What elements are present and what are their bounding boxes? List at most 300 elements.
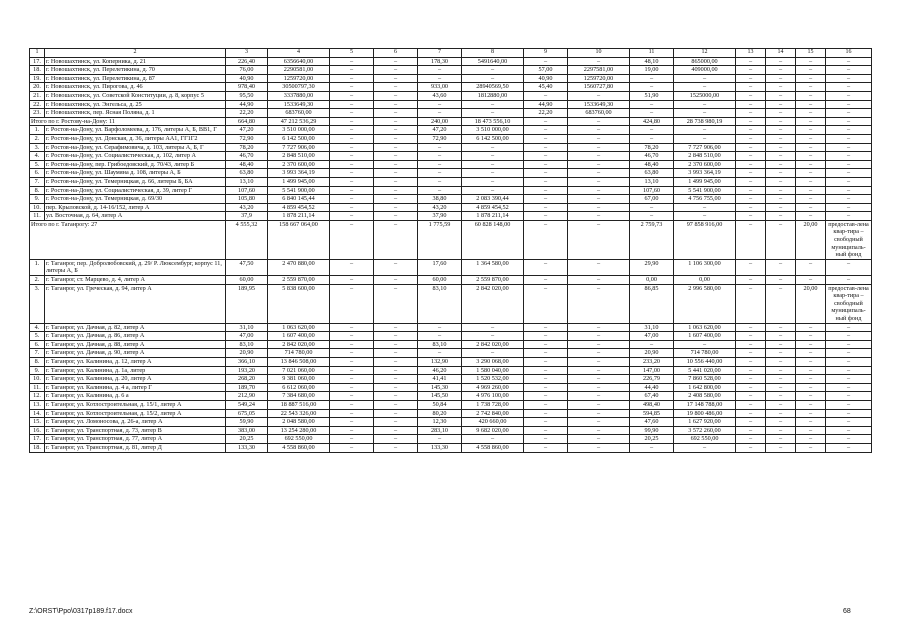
table-cell: – bbox=[796, 212, 826, 221]
address-cell: г. Таганрог, ул. Транспортная, д. 81, литер Д bbox=[45, 443, 226, 452]
table-cell: – bbox=[826, 177, 872, 186]
table-cell: 97 858 916,00 bbox=[674, 220, 736, 259]
table-cell: – bbox=[524, 169, 568, 178]
address-cell: г. Таганрог, ул. Дачная, д. 88, литер А bbox=[45, 340, 226, 349]
table-cell: – bbox=[826, 186, 872, 195]
address-cell: г. Новошахтинск, ул. Энгельса, д. 25 bbox=[45, 100, 226, 109]
table-cell: 60,00 bbox=[226, 276, 268, 285]
table-cell: 17,60 bbox=[418, 259, 462, 275]
table-cell: – bbox=[766, 152, 796, 161]
subtotal-row bbox=[30, 117, 872, 126]
table-row bbox=[30, 443, 872, 452]
table-cell: – bbox=[826, 134, 872, 143]
table-cell: – bbox=[330, 323, 374, 332]
table-cell: – bbox=[330, 332, 374, 341]
table-cell: 0,00 bbox=[630, 276, 674, 285]
table-cell: – bbox=[766, 220, 796, 259]
table-cell: – bbox=[524, 323, 568, 332]
table-cell: 47 212 536,29 bbox=[268, 117, 330, 126]
table-cell: – bbox=[736, 126, 766, 135]
table-cell: – bbox=[524, 177, 568, 186]
table-cell: – bbox=[568, 357, 630, 366]
table-cell: 189,70 bbox=[226, 383, 268, 392]
table-cell: – bbox=[330, 169, 374, 178]
table-cell: – bbox=[374, 332, 418, 341]
table-cell: 48,40 bbox=[226, 160, 268, 169]
table-cell: 46,70 bbox=[226, 152, 268, 161]
table-row bbox=[30, 134, 872, 143]
table-cell: – bbox=[674, 83, 736, 92]
table-cell: 498,40 bbox=[630, 400, 674, 409]
table-cell: – bbox=[524, 400, 568, 409]
table-cell: – bbox=[330, 349, 374, 358]
table-cell: – bbox=[766, 203, 796, 212]
table-cell: – bbox=[330, 259, 374, 275]
table-cell: – bbox=[568, 220, 630, 259]
subtotal-label: Итого по г. Таганрогу: 27 bbox=[30, 220, 226, 259]
table-cell: – bbox=[330, 186, 374, 195]
address-cell: г. Новошахтинск, ул. Перелетикина, д. 70 bbox=[45, 66, 226, 75]
table-cell: 46,20 bbox=[418, 366, 462, 375]
table-cell: – bbox=[736, 57, 766, 66]
table-row bbox=[30, 152, 872, 161]
table-cell: 978,40 bbox=[226, 83, 268, 92]
table-cell: – bbox=[736, 357, 766, 366]
table-cell: – bbox=[568, 91, 630, 100]
table-cell: – bbox=[330, 400, 374, 409]
table-cell: – bbox=[374, 349, 418, 358]
table-row bbox=[30, 323, 872, 332]
table-row bbox=[30, 426, 872, 435]
table-cell: – bbox=[826, 152, 872, 161]
column-number: 16 bbox=[826, 49, 872, 58]
address-cell: г. Таганрог, ст. Марцево, д. 4, литер А bbox=[45, 276, 226, 285]
table-cell: – bbox=[568, 195, 630, 204]
table-cell: – bbox=[736, 169, 766, 178]
table-cell: 47,50 bbox=[226, 259, 268, 275]
table-cell: – bbox=[736, 143, 766, 152]
table-cell: – bbox=[736, 203, 766, 212]
table-cell: – bbox=[374, 259, 418, 275]
table-cell: – bbox=[568, 152, 630, 161]
table-cell: – bbox=[796, 357, 826, 366]
row-number: 22. bbox=[30, 100, 45, 109]
table-cell: – bbox=[524, 426, 568, 435]
row-number: 11. bbox=[30, 212, 45, 221]
table-cell: – bbox=[374, 186, 418, 195]
table-row bbox=[30, 126, 872, 135]
table-cell: 2 842 020,00 bbox=[462, 284, 524, 323]
table-cell: – bbox=[736, 177, 766, 186]
table-cell: – bbox=[766, 117, 796, 126]
table-cell: – bbox=[826, 117, 872, 126]
table-cell: 714 780,00 bbox=[674, 349, 736, 358]
row-number: 21. bbox=[30, 91, 45, 100]
subtotal-label: Итого по г. Ростову-на-Дону: 11 bbox=[30, 117, 226, 126]
table-cell: – bbox=[736, 400, 766, 409]
table-cell: – bbox=[330, 152, 374, 161]
table-cell: – bbox=[374, 143, 418, 152]
table-cell: 366,10 bbox=[226, 357, 268, 366]
table-cell: – bbox=[766, 340, 796, 349]
table-cell: – bbox=[796, 91, 826, 100]
table-cell: – bbox=[568, 392, 630, 401]
table-cell: – bbox=[524, 152, 568, 161]
table-cell: – bbox=[568, 375, 630, 384]
table-cell: 283,10 bbox=[418, 426, 462, 435]
table-cell: – bbox=[418, 332, 462, 341]
table-cell: – bbox=[796, 83, 826, 92]
row-number: 13. bbox=[30, 400, 45, 409]
table-cell: – bbox=[462, 169, 524, 178]
table-cell: – bbox=[826, 357, 872, 366]
table-cell: – bbox=[418, 66, 462, 75]
table-cell: – bbox=[568, 349, 630, 358]
row-number: 10. bbox=[30, 203, 45, 212]
table-row bbox=[30, 83, 872, 92]
table-row bbox=[30, 74, 872, 83]
table-cell: – bbox=[766, 400, 796, 409]
table-cell: – bbox=[674, 340, 736, 349]
table-cell: – bbox=[796, 177, 826, 186]
table-cell: 1 364 580,00 bbox=[462, 259, 524, 275]
row-number: 9. bbox=[30, 366, 45, 375]
table-cell: 1812880,00 bbox=[462, 91, 524, 100]
table-cell: – bbox=[766, 177, 796, 186]
table-cell: – bbox=[374, 426, 418, 435]
table-cell: 4 976 100,00 bbox=[462, 392, 524, 401]
table-cell: – bbox=[674, 443, 736, 452]
table-cell: – bbox=[766, 349, 796, 358]
table-cell: – bbox=[462, 435, 524, 444]
table-cell: – bbox=[796, 400, 826, 409]
table-cell: – bbox=[630, 83, 674, 92]
table-cell: – bbox=[736, 117, 766, 126]
table-cell: 47,20 bbox=[226, 126, 268, 135]
table-cell: – bbox=[462, 323, 524, 332]
table-cell: – bbox=[568, 332, 630, 341]
table-cell: – bbox=[462, 109, 524, 118]
table-cell: – bbox=[630, 212, 674, 221]
row-number: 18. bbox=[30, 66, 45, 75]
table-cell: 3 993 364,19 bbox=[268, 169, 330, 178]
table-cell: – bbox=[826, 57, 872, 66]
table-cell: – bbox=[330, 409, 374, 418]
table-cell: – bbox=[524, 91, 568, 100]
table-cell: 4 859 454,52 bbox=[462, 203, 524, 212]
table-cell: – bbox=[766, 57, 796, 66]
table-cell: 3 510 000,00 bbox=[462, 126, 524, 135]
table-cell: – bbox=[766, 375, 796, 384]
table-cell: 6 612 060,00 bbox=[268, 383, 330, 392]
table-cell: – bbox=[736, 259, 766, 275]
table-cell: 683760,00 bbox=[268, 109, 330, 118]
table-cell: – bbox=[330, 195, 374, 204]
address-cell: г. Ростов-на-Дону, ул. Варфоломеева, д. 176, литеры А, Б, ВВ1, Г bbox=[45, 126, 226, 135]
table-cell: – bbox=[674, 203, 736, 212]
table-cell: – bbox=[374, 392, 418, 401]
table-cell: – bbox=[796, 100, 826, 109]
row-number: 1. bbox=[30, 259, 45, 275]
table-cell: – bbox=[796, 323, 826, 332]
address-cell: г. Таганрог, ул. Котлостроительная, д. 15/1, литер А bbox=[45, 400, 226, 409]
table-cell: 22,20 bbox=[226, 109, 268, 118]
table-cell: 4 859 454,52 bbox=[268, 203, 330, 212]
table-cell: – bbox=[766, 259, 796, 275]
table-cell: – bbox=[330, 160, 374, 169]
table-cell: – bbox=[374, 57, 418, 66]
table-row bbox=[30, 57, 872, 66]
table-cell: – bbox=[826, 400, 872, 409]
table-cell: 47,60 bbox=[630, 418, 674, 427]
table-cell: – bbox=[374, 195, 418, 204]
table-cell: 132,90 bbox=[418, 357, 462, 366]
table-cell: – bbox=[418, 100, 462, 109]
address-cell: г. Новошахтинск, ул. Перелетикина, д. 87 bbox=[45, 74, 226, 83]
table-cell: 13,10 bbox=[226, 177, 268, 186]
table-cell: 18 473 556,10 bbox=[462, 117, 524, 126]
table-cell: 2 370 600,00 bbox=[674, 160, 736, 169]
table-cell: – bbox=[736, 83, 766, 92]
table-cell: 1 580 040,00 bbox=[462, 366, 524, 375]
table-cell: 1525000,00 bbox=[674, 91, 736, 100]
table-cell: – bbox=[568, 443, 630, 452]
address-cell: г. Таганрог, ул. Калинина, д. 4 а, литер Г bbox=[45, 383, 226, 392]
table-cell: – bbox=[826, 143, 872, 152]
table-cell: – bbox=[630, 126, 674, 135]
table-cell: 2 370 600,00 bbox=[268, 160, 330, 169]
table-cell: 5 541 900,00 bbox=[674, 186, 736, 195]
table-cell: 268,20 bbox=[226, 375, 268, 384]
table-cell: – bbox=[826, 160, 872, 169]
table-cell: 17 148 788,00 bbox=[674, 400, 736, 409]
table-cell: – bbox=[766, 366, 796, 375]
table-cell: – bbox=[796, 276, 826, 285]
table-cell: – bbox=[766, 83, 796, 92]
table-cell: 7 860 528,00 bbox=[674, 375, 736, 384]
table-cell: – bbox=[330, 418, 374, 427]
table-cell: – bbox=[524, 392, 568, 401]
table-row bbox=[30, 276, 872, 285]
table-cell: 933,00 bbox=[418, 83, 462, 92]
table-cell: 99,90 bbox=[630, 426, 674, 435]
row-number: 2. bbox=[30, 134, 45, 143]
table-cell: – bbox=[330, 177, 374, 186]
column-number: 12 bbox=[674, 49, 736, 58]
column-number: 10 bbox=[568, 49, 630, 58]
table-cell: – bbox=[524, 383, 568, 392]
table-cell: – bbox=[330, 126, 374, 135]
table-cell: – bbox=[796, 169, 826, 178]
table-cell: – bbox=[374, 435, 418, 444]
table-cell: – bbox=[736, 332, 766, 341]
table-cell: 30500797,30 bbox=[268, 83, 330, 92]
row-number: 6. bbox=[30, 340, 45, 349]
address-cell: г. Таганрог, ул. Греческая, д. 94, литер А bbox=[45, 284, 226, 323]
table-cell: – bbox=[524, 259, 568, 275]
table-cell: – bbox=[462, 66, 524, 75]
table-cell: – bbox=[374, 284, 418, 323]
table-cell: 43,20 bbox=[226, 203, 268, 212]
table-cell: – bbox=[766, 160, 796, 169]
table-cell: – bbox=[330, 109, 374, 118]
table-cell: – bbox=[826, 323, 872, 332]
table-cell: – bbox=[630, 109, 674, 118]
table-cell: – bbox=[736, 109, 766, 118]
table-cell: 22 543 326,00 bbox=[268, 409, 330, 418]
row-number: 12. bbox=[30, 392, 45, 401]
table-cell: – bbox=[736, 349, 766, 358]
table-cell: – bbox=[736, 152, 766, 161]
table-cell: 86,85 bbox=[630, 284, 674, 323]
table-cell: – bbox=[524, 220, 568, 259]
table-cell: – bbox=[826, 375, 872, 384]
table-cell: 67,40 bbox=[630, 392, 674, 401]
table-cell: 20,90 bbox=[226, 349, 268, 358]
table-cell: – bbox=[736, 409, 766, 418]
table-cell: – bbox=[418, 435, 462, 444]
row-number: 3. bbox=[30, 284, 45, 323]
table-cell: 1 106 300,00 bbox=[674, 259, 736, 275]
table-cell: – bbox=[796, 409, 826, 418]
table-cell: – bbox=[796, 259, 826, 275]
table-cell: 47,20 bbox=[418, 126, 462, 135]
table-cell: – bbox=[826, 366, 872, 375]
table-cell: – bbox=[374, 117, 418, 126]
table-cell: – bbox=[826, 443, 872, 452]
table-cell: – bbox=[524, 212, 568, 221]
table-cell: – bbox=[374, 375, 418, 384]
table-row bbox=[30, 284, 872, 323]
table-cell: 41,41 bbox=[418, 375, 462, 384]
row-number: 19. bbox=[30, 74, 45, 83]
table-cell: – bbox=[418, 186, 462, 195]
table-cell: 5 441 020,00 bbox=[674, 366, 736, 375]
row-number: 16. bbox=[30, 426, 45, 435]
row-number: 9. bbox=[30, 195, 45, 204]
table-cell: – bbox=[568, 203, 630, 212]
table-cell: 226,79 bbox=[630, 375, 674, 384]
table-cell: – bbox=[826, 203, 872, 212]
table-cell: – bbox=[524, 160, 568, 169]
table-cell: – bbox=[766, 357, 796, 366]
table-cell: – bbox=[330, 366, 374, 375]
table-row bbox=[30, 375, 872, 384]
table-cell: – bbox=[736, 74, 766, 83]
table-cell: – bbox=[674, 134, 736, 143]
table-cell: – bbox=[374, 91, 418, 100]
table-cell: 145,50 bbox=[418, 392, 462, 401]
table-cell: – bbox=[630, 134, 674, 143]
table-cell: 7 727 906,00 bbox=[268, 143, 330, 152]
subtotal-row bbox=[30, 220, 872, 259]
table-cell: – bbox=[736, 366, 766, 375]
table-cell: 6 142 500,00 bbox=[462, 134, 524, 143]
table-cell: – bbox=[374, 366, 418, 375]
table-cell: – bbox=[766, 143, 796, 152]
table-cell: 78,20 bbox=[630, 143, 674, 152]
table-row bbox=[30, 109, 872, 118]
table-cell: 1 063 620,00 bbox=[268, 323, 330, 332]
table-cell: – bbox=[524, 366, 568, 375]
table-cell: – bbox=[374, 126, 418, 135]
table-cell: 9 682 020,00 bbox=[462, 426, 524, 435]
table-cell: 383,00 bbox=[226, 426, 268, 435]
table-cell: – bbox=[766, 134, 796, 143]
table-cell: – bbox=[736, 435, 766, 444]
address-cell: пер. Крыловской, д. 14-16/152, литер А bbox=[45, 203, 226, 212]
table-cell: 38,80 bbox=[418, 195, 462, 204]
table-cell: 1 063 620,00 bbox=[674, 323, 736, 332]
table-cell: – bbox=[568, 134, 630, 143]
table-cell: – bbox=[766, 195, 796, 204]
address-cell: г. Таганрог, ул. Дачная, д. 90, литер А bbox=[45, 349, 226, 358]
row-number: 11. bbox=[30, 383, 45, 392]
column-number: 14 bbox=[766, 49, 796, 58]
row-number: 23. bbox=[30, 109, 45, 118]
address-cell: г. Таганрог, ул. Дачная, д. 82, литер А bbox=[45, 323, 226, 332]
table-cell: 28 738 980,19 bbox=[674, 117, 736, 126]
table-cell: – bbox=[568, 57, 630, 66]
table-row bbox=[30, 349, 872, 358]
table-cell: – bbox=[568, 259, 630, 275]
address-cell: г. Новошахтинск, ул. Коперника, д. 21 bbox=[45, 57, 226, 66]
table-cell: 2290581,00 bbox=[268, 66, 330, 75]
table-cell: 9 381 060,00 bbox=[268, 375, 330, 384]
table-cell: – bbox=[330, 66, 374, 75]
document-path: Z:\ORST\Ppo\0317p189.f17.docx bbox=[29, 608, 133, 615]
column-number: 8 bbox=[462, 49, 524, 58]
table-cell: 105,80 bbox=[226, 195, 268, 204]
table-cell: – bbox=[330, 284, 374, 323]
table-cell: 95,50 bbox=[226, 91, 268, 100]
table-row bbox=[30, 66, 872, 75]
table-cell: – bbox=[374, 83, 418, 92]
table-cell: 233,20 bbox=[630, 357, 674, 366]
table-cell: 664,80 bbox=[226, 117, 268, 126]
table-cell: 107,60 bbox=[226, 186, 268, 195]
table-cell: 2 408 580,00 bbox=[674, 392, 736, 401]
address-cell: г. Таганрог, ул. Калинина, д. 6 а bbox=[45, 392, 226, 401]
table-cell: – bbox=[766, 443, 796, 452]
table-cell: – bbox=[374, 220, 418, 259]
table-cell: 50,84 bbox=[418, 400, 462, 409]
table-cell: – bbox=[766, 392, 796, 401]
table-cell: 424,80 bbox=[630, 117, 674, 126]
register-table bbox=[29, 48, 869, 453]
table-cell: – bbox=[374, 340, 418, 349]
table-cell: 20,25 bbox=[630, 435, 674, 444]
table-cell: – bbox=[374, 400, 418, 409]
row-number: 18. bbox=[30, 443, 45, 452]
table-cell: 51,90 bbox=[630, 91, 674, 100]
table-cell: – bbox=[796, 435, 826, 444]
table-cell: 47,00 bbox=[630, 332, 674, 341]
table-cell: – bbox=[674, 212, 736, 221]
row-number: 10. bbox=[30, 375, 45, 384]
table-cell: – bbox=[736, 426, 766, 435]
table-cell: – bbox=[766, 409, 796, 418]
table-cell: – bbox=[418, 152, 462, 161]
table-cell: – bbox=[796, 74, 826, 83]
table-cell: – bbox=[524, 117, 568, 126]
table-cell: – bbox=[766, 284, 796, 323]
table-cell: – bbox=[736, 392, 766, 401]
table-cell: – bbox=[330, 117, 374, 126]
table-cell: – bbox=[330, 220, 374, 259]
row-number: 6. bbox=[30, 169, 45, 178]
row-number: 4. bbox=[30, 323, 45, 332]
